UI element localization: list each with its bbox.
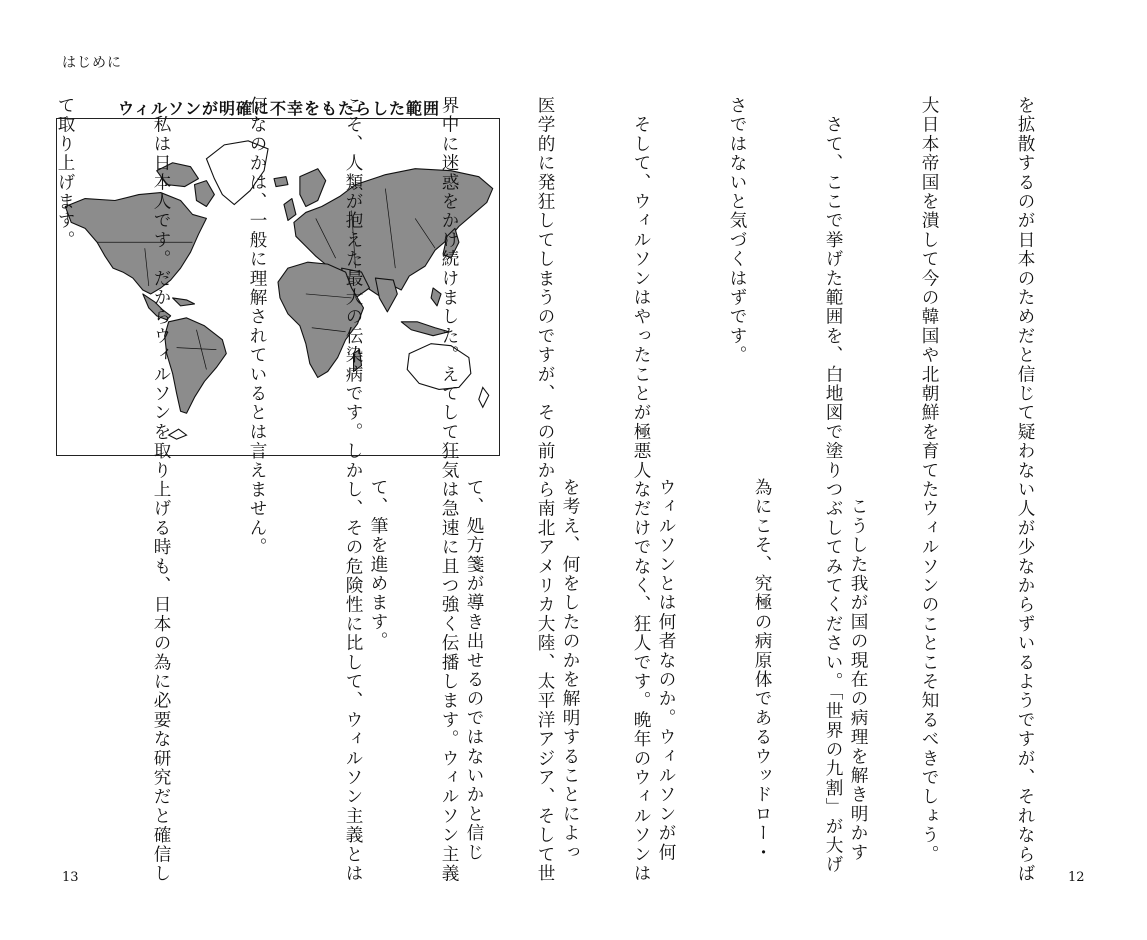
text-line: て、筆を進めます。 (368, 478, 388, 651)
text-line: ウィルソンとは何者なのか。ウィルソンが何 (656, 478, 676, 862)
text-line: を考え、何をしたのかを解明することによっ (560, 478, 580, 862)
left-page-body (330, 478, 938, 866)
text-line: て取り上げます。 (55, 96, 75, 250)
text-line: 為にこそ、究極の病原体であるウッドロー・ (752, 478, 772, 862)
text-line: こうした我が国の現在の病理を解き明かす (848, 478, 868, 862)
running-head: はじめに (62, 55, 122, 71)
map-title: ウィルソンが明確に不幸をもたらした範囲 (117, 99, 441, 118)
text-line: 何なのかは、一般に理解されているとは言えません。 (247, 96, 267, 557)
page-number-left: 13 (62, 870, 79, 885)
text-line: さではないと気づくはずです。 (727, 96, 747, 365)
text-line: て、処方箋が導き出せるのではないかと信じ (464, 478, 484, 862)
text-line: こそ、人類が抱えた最大の伝染病です。しかし、その危険性に比して、ウィルソン主義とは (343, 96, 363, 884)
text-line: 医学的に発狂してしまうのですが、その前から南北アメリカ大陸、太平洋アジア、そして世 (535, 96, 555, 884)
text-line: を拡散するのが日本のためだと信じて疑わない人が少なからずいるようですが、それならば (1015, 96, 1035, 884)
text-line: さて、ここで挙げた範囲を、白地図で塗りつぶしてみてください。「世界の九割」が大げ (823, 96, 843, 875)
text-line: 界中に迷惑をかけ続けました。えてして狂気は急速に且つ強く伝播します。ウィルソン主義 (439, 96, 459, 884)
text-line: 私は日本人です。だからウィルソンを取り上げる時も、日本の為に必要な研究だと確信し (151, 96, 171, 884)
page-number-right: 12 (1068, 870, 1085, 885)
text-line: そして、ウィルソンはやったことが極悪人なだけでなく、狂人です。晩年のウィルソンは (631, 96, 651, 884)
text-line: 大日本帝国を潰して今の韓国や北朝鮮を育てたウィルソンのことこそ知るべきでしょう。 (919, 96, 939, 864)
